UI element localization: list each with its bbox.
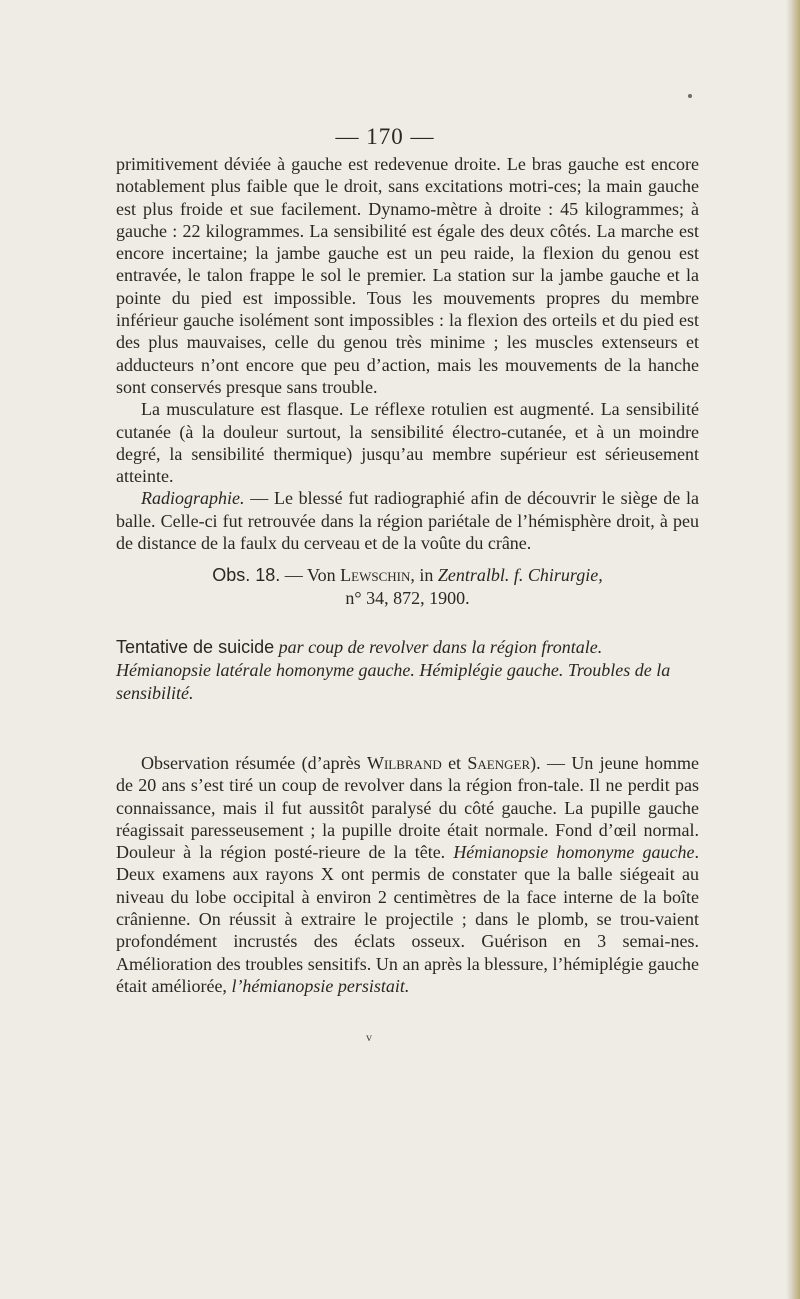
- obs-persistait: l’hémianopsie persistait.: [231, 975, 410, 996]
- obs-reference: n° 34, 872, 1900.: [345, 588, 470, 608]
- case-title-rest: par coup de revolver dans la région frontale. Hémianopsie latérale homonyme gauche. Hémiplégie gauche. Troubles de la sensibilité.: [116, 637, 671, 703]
- paragraph-1: primitivement déviée à gauche est redevenue droite. Le bras gauche est encore notablement plus faible que le droit, sans excitations motri-ces; la main gauche est plus froide et sue facilement. Dynamo-mètre à droite : 45 kilogrammes; à gauche : 22 kilogrammes. La sensibilité est égale des deux côtés. La marche est encore incertaine; la jambe gauche est un peu raide, la flexion du genou est entravée, le talon frappe le sol le premier. La station sur la jambe gauche et la pointe du pied est impossible. Tous les mouvements propres du membre inférieur gauche isolément sont impossibles : la flexion des orteils et du pied est des plus mauvaises, celle du genou très minime ; les muscles extenseurs et adducteurs n’ont encore que peu d’action, mais les mouvements de la hanche sont conservés presque sans trouble.: [116, 154, 699, 397]
- page-number: — 170 —: [335, 124, 435, 149]
- body-text-top: [116, 153, 699, 554]
- ink-dot: [688, 94, 692, 98]
- author-wilbrand: Wilbrand: [366, 753, 442, 773]
- obs-label: Obs. 18.: [212, 565, 281, 585]
- case-title-lead: Tentative de suicide: [116, 637, 275, 657]
- obs-in: , in: [410, 565, 438, 585]
- radiographie-label: Radiographie.: [141, 488, 245, 509]
- obs-text-3: . Deux examens aux rayons X ont permis de constater que la balle siégeait au niveau du lobe occipital à environ 2 centimètres de la face interne de la boîte crânienne. On réussit à extraire le projectile ; dans le plomb, se trou-vaient profondément incrustés des éclats osseux. Guérison en 3 semai-nes. Amélioration des troubles sensitifs. Un an après la blessure, l’hémiplégie gauche était améliorée,: [116, 842, 699, 996]
- observation-line-1: [116, 564, 699, 587]
- obs-text-and: et: [441, 753, 468, 773]
- obs-text-2: ). — Un jeune homme de 20 ans s’est tiré un coup de revolver dans la région fron-tale. Il ne perdit pas connaissance, mais il fut aussitôt paralysé du côté gauche. La pupille gauche réagissait paresseusement ; la pupille droite était normale. Fond d’œil normal. Douleur à la région posté-rieure de la tête.: [116, 753, 699, 863]
- body-text-bottom: [116, 752, 699, 997]
- page-edge: [786, 0, 800, 1299]
- observation-heading: [116, 564, 699, 610]
- obs-dash-von: — Von: [280, 565, 341, 585]
- author-saenger: Saenger: [467, 753, 531, 773]
- paragraph-2: La musculature est flasque. Le réflexe rotulien est augmenté. La sensibilité cutanée (à la douleur surtout, la sensibilité électro-cutanée, et à un moindre degré, la sensibilité thermique) jusqu’au membre supérieur est sérieusement atteinte.: [116, 399, 699, 487]
- obs-author: Lewschin: [340, 565, 411, 585]
- obs-hemianopsie: Hémianopsie homonyme gauche: [453, 842, 695, 863]
- case-title: [116, 636, 699, 705]
- paragraph-radiographie: [116, 487, 699, 554]
- obs-journal: Zentralbl. f. Chirurgie,: [437, 565, 603, 585]
- printer-mark: v: [366, 1030, 372, 1044]
- paragraph-observation: [116, 752, 699, 997]
- radiographie-text: — Le blessé fut radiographié afin de découvrir le siège de la balle. Celle-ci fut retrouvée dans la région pariétale de l’hémisphère droit, à peu de distance de la faulx du cerveau et de la voûte du crâne.: [116, 488, 699, 554]
- obs-text-1: Observation résumée (d’après: [141, 753, 367, 773]
